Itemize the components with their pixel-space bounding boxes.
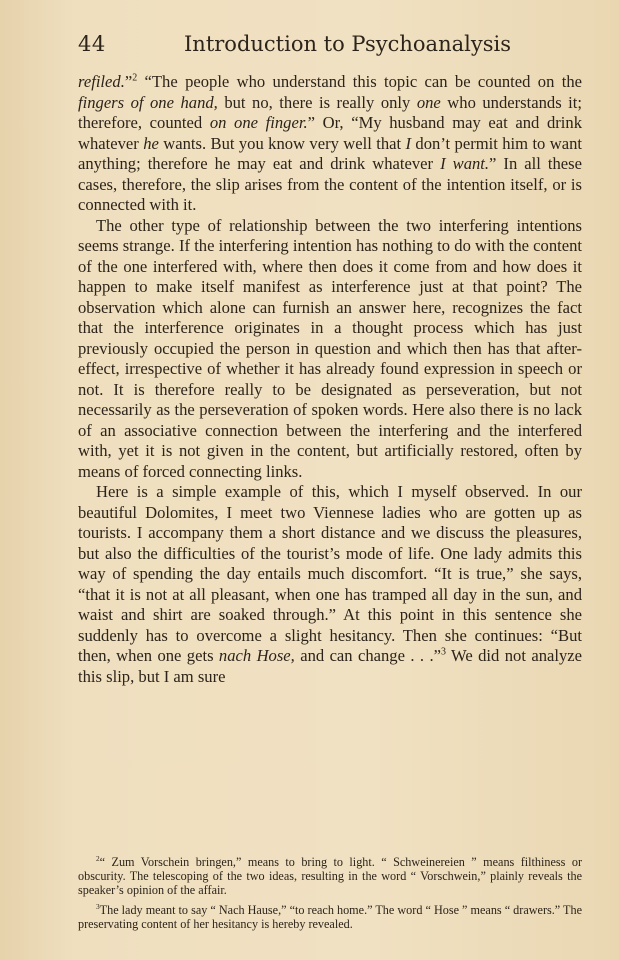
italic-text: nach Hose, — [218, 646, 295, 665]
italic-text: fingers of one hand, — [78, 92, 218, 112]
text-run: but no, there is really only — [217, 92, 417, 112]
running-title: Introduction to Psychoanalysis — [184, 32, 511, 56]
text-run: We did not analyze this slip, but I am sure — [78, 646, 582, 686]
footnote-2 — [78, 903, 582, 931]
italic-text: refiled. — [78, 72, 125, 91]
text-run: and can change . . .” — [294, 646, 441, 665]
footnote-marker: 2 — [132, 72, 138, 84]
text-run: “ Zum Vorschein bringen,” means to bring to light. “ Schweinereien ” means filthiness or obscurity. The telescoping of the two ideas, resulting in the word “ Vorschwein,” plainly reveals the speaker’s opinion of the affair. — [78, 855, 582, 897]
text-run: wants. But you know very well that — [158, 133, 406, 153]
body-text — [78, 72, 582, 687]
text-run: who understands it; therefore, counted — [78, 92, 582, 132]
text-run: The other type of relationship between the two interfering intentions seems strange. If the interfering intention has nothing to do with the content of the one interfered with, where then does it come from and how does it happen to make itself manifest as interference just at that point? The observation which alone can furnish an answer here, recognizes the fact that the interference originates in a thought process which has just previously occupied the person in question and which then has that after-effect, irrespective of whether it has already found expression in speech or not. It is therefore really to be designated as perseveration, but not necessarily as the perseveration of spoken words. Here also there is no lack of an associative connection between the interfering and the interfered with, yet it is not given in the content, but artificially restored, often by means of forced connecting links. — [78, 215, 582, 481]
italic-text: on one finger. — [209, 113, 308, 132]
footnote-1 — [78, 855, 582, 897]
footnotes — [78, 855, 582, 937]
text-run: Here is a simple example of this, which I myself observed. In our beautiful Dolomites, I meet two Viennese ladies who are gotten up as tourists. I accompany them a short distance and we discuss the pleasures, but also the difficulties of the tourist’s mode of life. One lady admits this way of spending the day entails much discomfort. “It is true,” she says, “that it is not at all pleasant, when one has tramped all day in the sun, and waist and shirt are soaked through.” At this point in this sentence she suddenly has to overcome a slight hesitancy. Then she continues: “But then, when one gets — [78, 482, 582, 665]
text-run: ” In all these cases, therefore, the slip arises from the content of the intention itself, or is connected with it. — [78, 154, 582, 214]
footnote-marker: 3 — [96, 901, 100, 911]
paragraph-1 — [78, 72, 582, 216]
text-run: don’t permit him to want anything; therefore he may eat and drink whatever — [78, 133, 582, 173]
text-run: ” Or, “My husband may eat and drink whatever — [78, 113, 582, 153]
page-header — [78, 32, 579, 62]
text-run: The lady meant to say “ Nach Hause,” “to reach home.” The word “ Hose ” means “ drawers.” The preservating content of her hesitancy is hereby revealed. — [78, 903, 582, 931]
text-run: ” — [124, 72, 133, 91]
italic-text: he — [143, 133, 159, 153]
italic-text: I — [405, 133, 412, 153]
paragraph-3 — [78, 482, 582, 687]
footnote-marker: 2 — [96, 853, 100, 863]
italic-text: I want. — [440, 154, 490, 173]
paragraph-2 — [78, 216, 582, 483]
footnote-marker: 3 — [440, 646, 446, 658]
italic-text: one — [416, 92, 441, 112]
page-number: 44 — [78, 32, 106, 56]
text-run: “The people who understand this topic can be counted on the — [137, 72, 582, 91]
